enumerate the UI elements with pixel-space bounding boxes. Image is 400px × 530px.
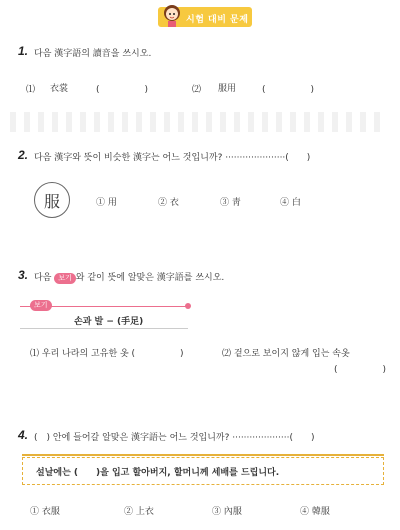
q3-text-after: 와 같이 뜻에 알맞은 漢字語를 쓰시오. xyxy=(75,273,225,283)
q1-item1-word: 衣裳 xyxy=(50,84,69,94)
bogi-badge: 보기 xyxy=(54,273,76,284)
q1-text: 다음 漢字語의 讀音을 쓰시오. xyxy=(34,49,152,59)
bogi-divider-dot xyxy=(185,303,191,309)
q4-option-1[interactable]: ① 衣服 xyxy=(30,507,60,517)
q2-option-2[interactable]: ② 衣 xyxy=(158,198,179,208)
q1-item2-word: 服用 xyxy=(218,84,237,94)
bleed-through-pattern xyxy=(10,110,390,136)
q2-option-1[interactable]: ① 用 xyxy=(96,198,117,208)
bogi-label xyxy=(30,300,52,311)
q1-item2-mark: ⑵ xyxy=(192,85,202,95)
q1-item1-answer-blank[interactable]: ( ) xyxy=(96,85,149,95)
q4-number: 4. xyxy=(18,428,29,442)
q3-item1[interactable]: ⑴ 우리 나라의 고유한 옷 ( ) xyxy=(30,349,184,359)
girl-mascot-icon xyxy=(162,2,182,28)
q2-text: 다음 漢字와 뜻이 비슷한 漢字는 어느 것입니까? ·····················( ) xyxy=(34,153,311,163)
q3-item2: ⑵ 겉으로 보이지 않게 입는 속옷 xyxy=(222,349,350,359)
q3-text-before: 다음 xyxy=(34,273,52,283)
q2-number: 2. xyxy=(18,148,29,162)
bogi-bottom-border xyxy=(20,328,188,329)
q1-item1-mark: ⑴ xyxy=(26,85,36,95)
q3-text xyxy=(34,270,224,284)
bogi-example: 손과 발 − (手足) xyxy=(74,317,144,327)
q4-option-4[interactable]: ④ 韓服 xyxy=(300,507,330,517)
header-title: 시험 대비 문제 xyxy=(186,15,249,25)
q4-option-2[interactable]: ② 上衣 xyxy=(124,507,154,517)
q2-option-4[interactable]: ④ 白 xyxy=(280,198,301,208)
q2-option-3[interactable]: ③ 靑 xyxy=(220,198,241,208)
q3-number: 3. xyxy=(18,268,29,282)
q4-option-3[interactable]: ③ 內服 xyxy=(212,507,242,517)
sentence-box-top-border xyxy=(22,454,384,456)
q4-sentence: 설날에는 ( )을 입고 할아버지, 할머니께 세배를 드립니다. xyxy=(36,468,280,478)
q1-item2-answer-blank[interactable]: ( ) xyxy=(262,85,315,95)
q4-text: ( ) 안에 들어갈 알맞은 漢字語는 어느 것입니까? ····················( ) xyxy=(34,433,315,443)
q3-item2-answer-blank[interactable]: ( ) xyxy=(334,365,387,375)
bogi-label-badge: 보기 xyxy=(30,300,52,311)
q1-number: 1. xyxy=(18,44,29,58)
q2-target-hanja: 服 xyxy=(34,182,70,218)
